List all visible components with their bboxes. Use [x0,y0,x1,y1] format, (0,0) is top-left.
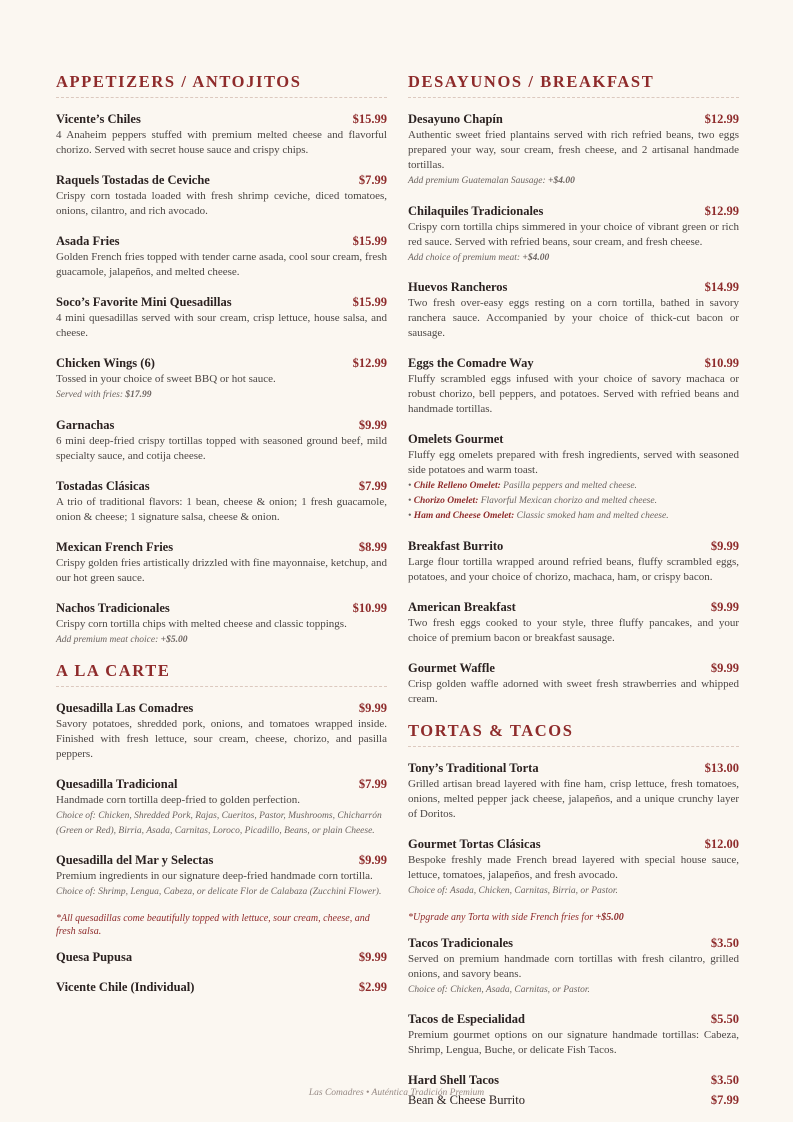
item-name: Chicken Wings (6) [56,356,155,370]
item-name: Gourmet Tortas Clásicas [408,837,541,851]
item-desc: Crispy corn tortilla chips simmered in your choice of vibrant green or rich red sauce. Served with refried beans, sour cream, and fresh cheese. [408,220,739,248]
sub-item: • Chile Relleno Omelet: Pasilla peppers and melted cheese. [408,481,637,491]
item-desc: Two fresh over-easy eggs resting on a corn tortilla, bathed in savory ranchera sauce. Accompanied by your choice of thick-cut bacon or sausage. [408,297,739,339]
item-price: $2.99 [358,979,387,994]
item-name: Vicente Chile (Individual) [56,979,195,994]
menu-item [408,836,739,899]
item-price: $10.99 [352,600,387,615]
note-label: Served with fries: [56,390,124,400]
item-price: $15.99 [352,112,387,126]
item-desc: Fluffy scrambled eggs infused with your choice of savory machaca or robust chorizo, bell peppers, and potatoes. Served with refried beans and handmade tortillas. [408,373,739,415]
menu-item [56,700,387,762]
menu-item [56,355,387,403]
item-price: $10.99 [704,356,739,370]
item-name: Raquels Tostadas de Ceviche [56,173,210,187]
menu-item [408,538,739,585]
menu-item [56,979,387,995]
menu-item [408,279,739,341]
item-price: $5.50 [710,1012,739,1026]
menu-item [56,294,387,341]
item-name: Tostadas Clásicas [56,478,150,493]
menu-item [56,111,387,158]
menu-item [408,203,739,266]
note-price: +$5.00 [595,911,624,923]
item-note [408,174,739,189]
item-note: Choice of: Chicken, Shredded Pork, Rajas, Cueritos, Pastor, Mushrooms, Chicharrón (Green or Red), Birria, Asada, Carnitas, Loroco, Picadillo, Beans, or plain Cheese. [56,811,382,836]
item-price: $12.99 [704,203,739,218]
item-desc: Two fresh eggs cooked to your style, three fluffy pancakes, and your choice of premium bacon or breakfast sausage. [408,617,739,644]
item-desc: 4 Anaheim peppers stuffed with premium melted cheese and flavorful chorizo. Served with secret house sauce and crispy chips. [56,129,387,156]
item-name: Chilaquiles Tradicionales [408,203,544,218]
note-label: Add choice of premium meat: [408,252,521,263]
item-price: $12.99 [704,112,739,126]
menu-item [408,760,739,822]
item-name: Vicente’s Chiles [56,112,141,126]
item-name: Quesadilla Las Comadres [56,701,194,715]
item-desc: Crispy corn tostada loaded with fresh shrimp ceviche, diced tomatoes, onions, cilantro, and rich avocado. [56,190,387,217]
item-name: Desayuno Chapín [408,112,503,126]
item-desc: 4 mini quesadillas served with sour cream, crisp lettuce, house salsa, and cheese. [56,312,387,339]
menu-item [56,539,387,586]
item-desc: A trio of traditional flavors: 1 bean, cheese & onion; 1 fresh guacamole, onion & cheese; 1 signature salsa, cheese & onion. [56,495,387,523]
menu-item [56,417,387,464]
breakfast-title: DESAYUNOS / BREAKFAST [408,72,739,98]
item-price: $7.99 [710,1093,739,1107]
sub-item-desc: Pasilla peppers and melted cheese. [503,481,637,491]
item-note [56,633,387,648]
menu-page [56,72,739,1122]
note-price: $17.99 [125,390,152,400]
item-name: Breakfast Burrito [408,539,504,553]
item-note: Choice of: Chicken, Asada, Carnitas, or Pastor. [408,984,590,995]
item-desc: Authentic sweet fried plantains served with rich refried beans, two eggs prepared your way, sour cream, fresh cheese, and 2 artisanal handmade tortillas. [408,129,739,171]
item-price: $9.99 [358,701,387,715]
item-desc: Grilled artisan bread layered with fine ham, crisp lettuce, fresh tomatoes, onions, melted pepper jack cheese, jalapeños, and a unique crunchy layer of Doritos. [408,778,739,820]
item-desc: Fluffy egg omelets prepared with fresh ingredients, served with seasoned side potatoes and warm toast. [408,449,739,476]
item-desc: Golden French fries topped with tender carne asada, cool sour cream, fresh guacamole, jalapeños, and melted cheese. [56,251,387,278]
item-price: $9.99 [358,949,387,964]
item-desc: Premium gourmet options on our signature handmade tortillas: Cabeza, Shrimp, Lengua, Buche, or delicate Fish Tacos. [408,1029,739,1056]
menu-item [56,172,387,219]
note-text: *Upgrade any Torta with side French fries for [408,911,594,923]
item-desc: Tossed in your choice of sweet BBQ or hot sauce. [56,373,276,385]
sub-item-desc: Classic smoked ham and melted cheese. [516,511,669,521]
item-price: $7.99 [358,173,387,187]
item-name: Quesadilla del Mar y Selectas [56,853,214,867]
item-price: $9.99 [710,600,739,614]
item-desc: Large flour tortilla wrapped around refried beans, fluffy scrambled eggs, potatoes, and your choice of chorizo, machaca, ham, or crispy bacon. [408,556,739,583]
item-price: $9.99 [710,661,739,675]
item-name: Omelets Gourmet [408,432,504,446]
sub-item-name: Ham and Cheese Omelet: [413,511,515,521]
item-name: Hard Shell Tacos [408,1073,499,1087]
item-desc: Handmade corn tortilla deep-fried to golden perfection. [56,794,301,806]
item-name: Soco’s Favorite Mini Quesadillas [56,295,232,309]
menu-item [408,1011,739,1058]
item-price: $3.50 [710,1073,739,1087]
item-name: Eggs the Comadre Way [408,356,534,370]
item-desc: Bespoke freshly made French bread layered with special house sauce, lettuce, tomatoes, jalapeños, and fresh avocado. [408,854,739,881]
item-note [56,388,387,403]
appetizers-title: APPETIZERS / ANTOJITOS [56,72,387,98]
item-name: Gourmet Waffle [408,661,495,675]
menu-item [56,852,387,900]
note-price: +$4.00 [522,252,550,263]
item-desc: Crispy corn tortilla chips with melted cheese and classic toppings. [56,617,347,630]
item-desc: Premium ingredients in our signature deep-fried handmade corn tortilla. [56,870,373,882]
sub-item-desc: Flavorful Mexican chorizo and melted cheese. [480,496,657,506]
menu-item [408,111,739,189]
item-price: $9.99 [358,853,387,867]
item-price: $12.99 [352,356,387,370]
note-price: +$5.00 [160,634,188,645]
item-note [408,251,739,266]
item-price: $9.99 [710,539,739,553]
note-label: Add premium Guatemalan Sausage: [408,176,546,186]
item-price: $15.99 [352,295,387,309]
item-desc: Savory potatoes, shredded pork, onions, and tomatoes wrapped inside. Finished with fresh lettuce, sour cream, cheese, chorizo, and pasilla peppers. [56,718,387,760]
menu-item [56,949,387,965]
item-name: Quesadilla Tradicional [56,777,178,791]
sub-item-name: Chorizo Omelet: [413,496,479,506]
item-desc: 6 mini deep-fried crispy tortillas topped with seasoned ground beef, mild specialty sauce, and cotija cheese. [56,434,387,462]
item-price: $14.99 [704,280,739,294]
sub-item: • Ham and Cheese Omelet: Classic smoked ham and melted cheese. [408,511,669,521]
item-price: $13.00 [704,761,739,775]
menu-item [56,600,387,648]
note-price: +$4.00 [548,176,575,186]
sub-item: • Chorizo Omelet: Flavorful Mexican chorizo and melted cheese. [408,496,657,506]
item-name: Mexican French Fries [56,539,174,554]
quesadilla-note: *All quesadillas come beautifully topped with lettuce, sour cream, cheese, and fresh salsa. [56,912,370,937]
item-price: $3.50 [710,935,739,950]
item-name: Tony’s Traditional Torta [408,761,539,775]
item-price: $15.99 [352,234,387,248]
item-desc: Crispy golden fries artistically drizzled with fine mayonnaise, ketchup, and our hot green sauce. [56,556,387,584]
menu-item [56,233,387,280]
a-la-carte-title: A LA CARTE [56,661,387,687]
tortas-title: TORTAS & TACOS [408,721,739,747]
footer-tagline: Las Comadres • Auténtica Tradición Premium [308,1088,485,1098]
item-price: $8.99 [358,539,387,554]
item-price: $7.99 [358,478,387,493]
menu-item [408,355,739,417]
menu-item [408,599,739,646]
item-price: $12.00 [704,837,739,851]
menu-item [408,1072,739,1088]
menu-item [408,431,739,524]
item-name: Asada Fries [56,234,120,248]
item-name: Tacos Tradicionales [408,935,513,950]
omelet-options [408,479,739,524]
item-note: Choice of: Shrimp, Lengua, Cabeza, or delicate Flor de Calabaza (Zucchini Flower). [56,887,382,897]
item-name: Tacos de Especialidad [408,1012,525,1026]
sub-item-name: Chile Relleno Omelet: [413,481,501,491]
item-price: $9.99 [358,417,387,432]
item-name: Nachos Tradicionales [56,600,170,615]
menu-item [408,935,739,998]
torta-upgrade-note [408,911,739,924]
item-desc: Served on premium handmade corn tortillas with fresh cilantro, grilled onions, and savory beans. [408,952,739,980]
item-note: Choice of: Asada, Chicken, Carnitas, Birria, or Pastor. [408,886,618,896]
item-price: $7.99 [358,777,387,791]
item-name: Huevos Rancheros [408,280,508,294]
left-column [56,72,387,1122]
item-desc: Crisp golden waffle adorned with sweet fresh strawberries and whipped cream. [408,678,739,705]
menu-item [408,660,739,707]
item-name: Bean & Cheese Burrito [408,1093,525,1107]
right-column [408,72,739,1122]
note-label: Add premium meat choice: [56,634,159,645]
menu-item [56,776,387,838]
item-name: Garnachas [56,417,115,432]
item-name: American Breakfast [408,600,516,614]
item-name: Quesa Pupusa [56,949,133,964]
menu-item [56,478,387,525]
